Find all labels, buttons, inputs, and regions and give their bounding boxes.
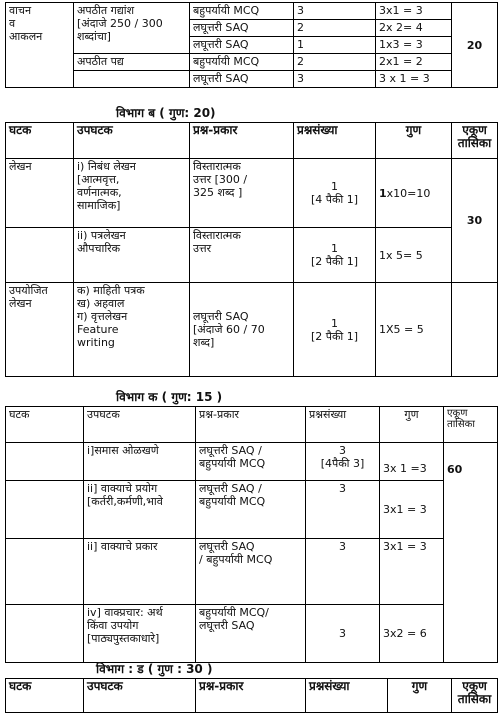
header-subunit: उपघटक xyxy=(84,407,196,443)
count-cell: 3 xyxy=(306,605,380,663)
count-cell: 3 xyxy=(306,539,380,605)
count-cell: 3 [4पैकी 3] xyxy=(306,443,380,481)
count-cell: 1 [2 पैकी 1] xyxy=(294,283,376,377)
unit-cell: उपयोजित लेखन xyxy=(6,283,74,377)
type-cell: लघूत्तरी SAQ xyxy=(190,20,294,37)
unit-cell xyxy=(6,481,84,539)
type-cell: बहुपर्यायी MCQ xyxy=(190,3,294,20)
marks-cell: 1X5 = 5 xyxy=(376,283,452,377)
count-cell: 3 xyxy=(294,71,376,88)
subunit-cell: i]समास ओळखणे xyxy=(84,443,196,481)
header-count: प्रश्नसंख्या xyxy=(306,679,388,713)
count-cell: 1 [2 पैकी 1] xyxy=(294,228,376,283)
subunit-cell: अपठीत गद्यांश [अंदाजे 250 / 300 शब्दांचा] xyxy=(74,3,190,54)
type-cell: लघूत्तरी SAQ xyxy=(190,71,294,88)
subunit-cell: iv] वाक्प्रचार: अर्थ किंवा उपयोग [पाठ्यपुस्तकाधारे] xyxy=(84,605,196,663)
header-subunit: उपघटक xyxy=(74,123,190,159)
type-cell: बहुपर्यायी MCQ/ लघूत्तरी SAQ xyxy=(196,605,306,663)
subunit-cell: ii] वाक्याचे प्रयोग [कर्तरी,कर्मणी,भावे xyxy=(84,481,196,539)
count-cell: 1 xyxy=(294,37,376,54)
unit-cell xyxy=(6,228,74,283)
count-cell: 2 xyxy=(294,54,376,71)
header-marks: गुण xyxy=(380,407,444,443)
subunit-cell: ii) पत्रलेखन औपचारिक xyxy=(74,228,190,283)
marks-cell: 3 x 1 = 3 xyxy=(376,71,452,88)
header-type: प्रश्न-प्रकार xyxy=(196,679,306,713)
count-cell: 3 xyxy=(294,3,376,20)
reading-table xyxy=(5,2,498,88)
marks-cell: 2x1 = 2 xyxy=(376,54,452,71)
section-d-table xyxy=(5,678,498,713)
section-label: वाचन व आकलन xyxy=(6,3,74,88)
unit-cell xyxy=(6,605,84,663)
total-cell: 20 xyxy=(452,3,498,88)
subunit-cell xyxy=(74,71,190,88)
type-cell: लघूत्तरी SAQ xyxy=(190,37,294,54)
marks-cell: 1x 5= 5 xyxy=(376,228,452,283)
header-unit: घटक xyxy=(6,679,84,713)
count-cell: 3 xyxy=(306,481,380,539)
section-c-title: विभाग क ( गुण: 15 ) xyxy=(116,390,223,404)
type-cell: लघूत्तरी SAQ [अंदाजे 60 / 70 शब्द] xyxy=(190,283,294,377)
count-cell: 1 [4 पैकी 1] xyxy=(294,159,376,228)
header-unit: घटक xyxy=(6,407,84,443)
unit-cell xyxy=(6,539,84,605)
section-b-table xyxy=(5,122,498,377)
marks-cell: 3x1 = 3 xyxy=(376,3,452,20)
header-count: प्रश्नसंख्या xyxy=(306,407,380,443)
header-count: प्रश्नसंख्या xyxy=(294,123,376,159)
type-cell: विस्तारात्मक उत्तर xyxy=(190,228,294,283)
header-marks: गुण xyxy=(376,123,452,159)
header-type: प्रश्न-प्रकार xyxy=(196,407,306,443)
subunit-cell: i) निबंध लेखन [आत्मवृत्त, वर्णनात्मक, सामाजिक] xyxy=(74,159,190,228)
type-cell: बहुपर्यायी MCQ xyxy=(190,54,294,71)
section-d-title: विभाग : ड ( गुण : 30 ) xyxy=(96,662,213,676)
type-cell: लघूत्तरी SAQ / बहुपर्यायी MCQ xyxy=(196,443,306,481)
count-cell: 2 xyxy=(294,20,376,37)
header-unit: घटक xyxy=(6,123,74,159)
type-cell: लघूत्तरी SAQ / बहुपर्यायी MCQ xyxy=(196,539,306,605)
marks-cell xyxy=(376,159,452,228)
unit-cell xyxy=(6,443,84,481)
subunit-cell: अपठीत पद्य xyxy=(74,54,190,71)
subunit-cell: क) माहिती पत्रक ख) अहवाल ग) वृत्तलेखन Feature writing xyxy=(74,283,190,377)
type-cell: विस्तारात्मक उत्तर [300 / 325 शब्द ] xyxy=(190,159,294,228)
header-marks: गुण xyxy=(388,679,452,713)
total-cell: 60 xyxy=(444,443,498,663)
section-b-title: विभाग ब ( गुण: 20) xyxy=(116,106,216,120)
marks-rest: x10=10 xyxy=(386,186,431,200)
marks-cell: 3x1 = 3 xyxy=(380,539,444,605)
total-cell-empty xyxy=(452,283,498,377)
unit-cell: लेखन xyxy=(6,159,74,228)
subunit-cell: ii] वाक्याचे प्रकार xyxy=(84,539,196,605)
header-total: एकूण तासिका xyxy=(452,123,498,159)
marks-cell: 3x1 = 3 xyxy=(380,481,444,539)
total-cell: 30 xyxy=(452,159,498,283)
marks-bold: 1 xyxy=(379,186,387,200)
marks-cell: 3x2 = 6 xyxy=(380,605,444,663)
header-total: एकूण तासिका xyxy=(444,407,498,443)
marks-cell: 3x 1 =3 xyxy=(380,443,444,481)
header-total: एकूण तासिका xyxy=(452,679,498,713)
header-subunit: उपघटक xyxy=(84,679,196,713)
section-c-table xyxy=(5,406,498,663)
marks-cell: 2x 2= 4 xyxy=(376,20,452,37)
header-type: प्रश्न-प्रकार xyxy=(190,123,294,159)
marks-cell: 1x3 = 3 xyxy=(376,37,452,54)
type-cell: लघूत्तरी SAQ / बहुपर्यायी MCQ xyxy=(196,481,306,539)
